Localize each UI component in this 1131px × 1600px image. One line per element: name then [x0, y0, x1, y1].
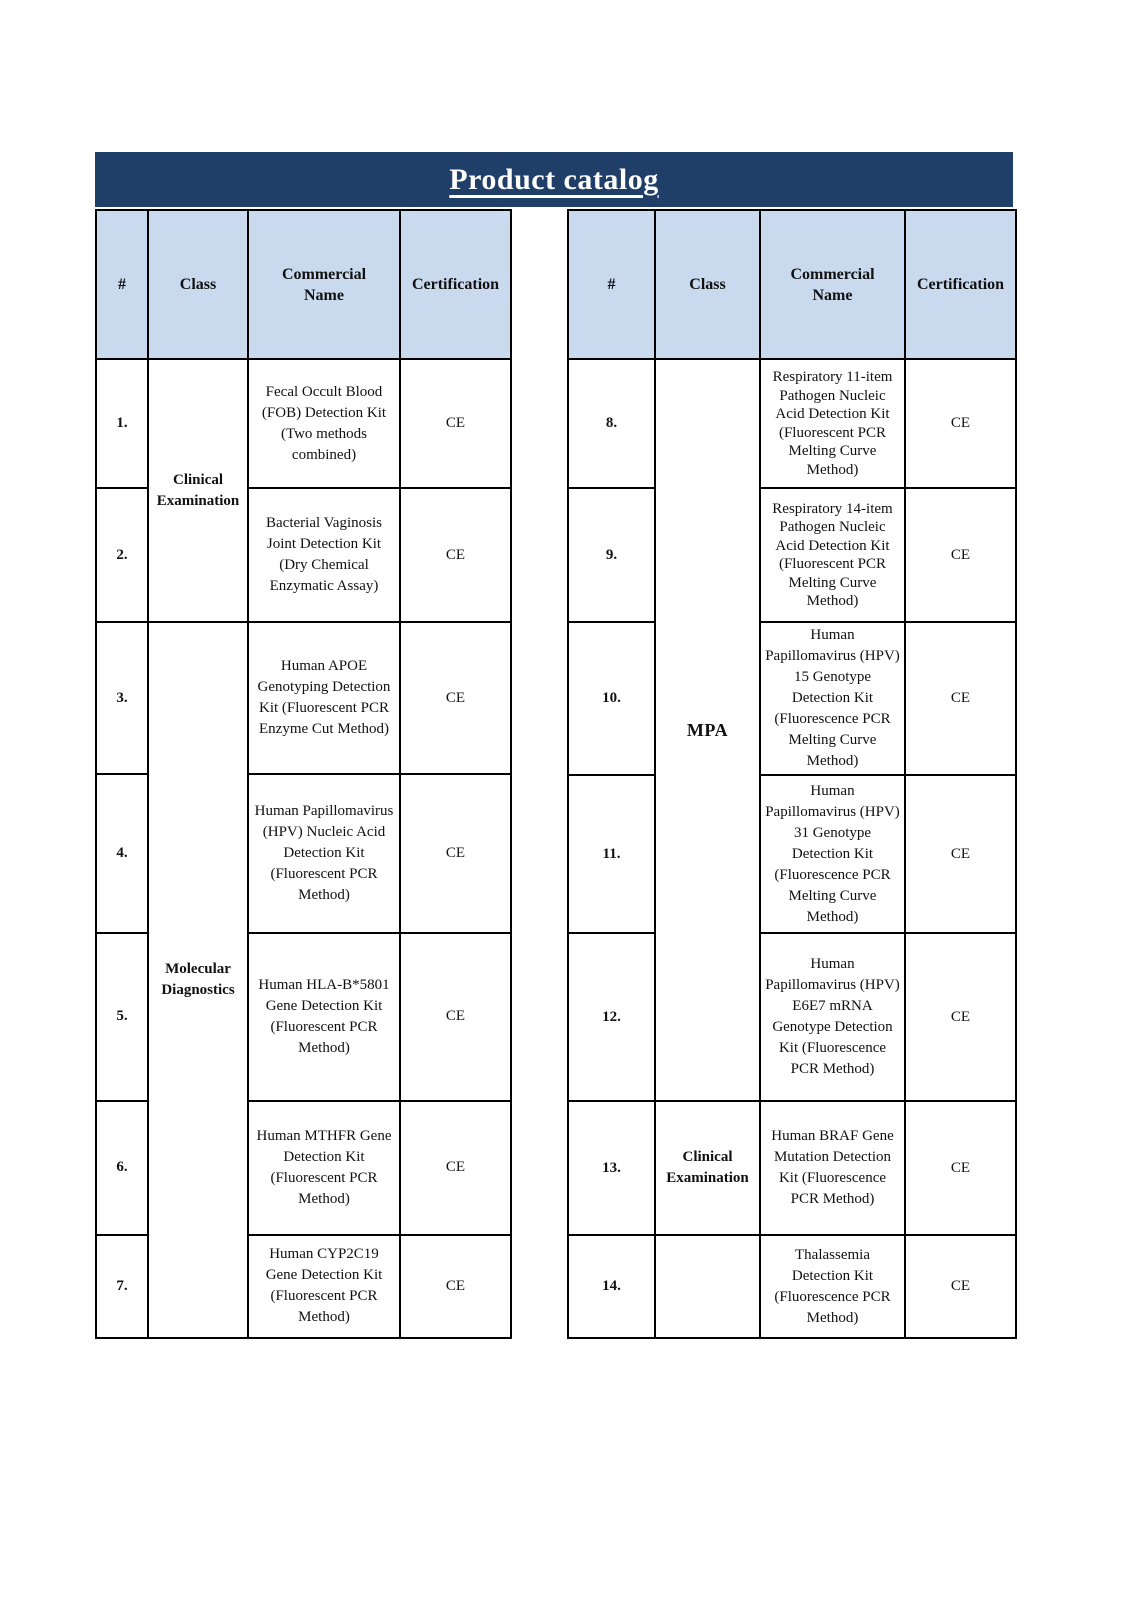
- product-name: Human Papillomavirus (HPV) Nucleic Acid Detection Kit (Fluorescent PCR Method): [248, 774, 400, 932]
- header-row: [96, 210, 511, 359]
- product-name: Thalassemia Detection Kit (Fluorescence PCR Method): [760, 1235, 905, 1338]
- table-row: [568, 359, 1016, 488]
- class-cell-molecular-diagnostics: Molecular Diagnostics: [148, 622, 248, 1338]
- table-row: [96, 622, 511, 774]
- certification: CE: [400, 774, 511, 932]
- row-number: 2.: [96, 488, 148, 622]
- product-name: Respiratory 14-item Pathogen Nucleic Acid Detection Kit (Fluorescent PCR Melting Curve Method): [760, 488, 905, 622]
- row-number: 12.: [568, 933, 655, 1101]
- product-name: Human Papillomavirus (HPV) 15 Genotype Detection Kit (Fluorescence PCR Melting Curve Method): [760, 622, 905, 775]
- row-number: 5.: [96, 933, 148, 1101]
- header-certification: Certification: [400, 210, 511, 359]
- row-number: 14.: [568, 1235, 655, 1338]
- class-cell-clinical-examination: Clinical Examination: [655, 1101, 760, 1235]
- table-row: [568, 1101, 1016, 1235]
- certification: CE: [400, 1101, 511, 1235]
- certification: CE: [905, 1101, 1016, 1235]
- certification: CE: [400, 933, 511, 1101]
- row-number: 13.: [568, 1101, 655, 1235]
- row-number: 1.: [96, 359, 148, 488]
- table-row: [568, 622, 1016, 775]
- certification: CE: [400, 622, 511, 774]
- product-table-left: [95, 209, 512, 1339]
- table-row: [96, 359, 511, 488]
- tables-container: [95, 209, 1017, 1339]
- header-number: #: [568, 210, 655, 359]
- row-number: 7.: [96, 1235, 148, 1338]
- class-cell-clinical-examination: Clinical Examination: [148, 359, 248, 622]
- header-class: Class: [655, 210, 760, 359]
- certification: CE: [400, 488, 511, 622]
- product-name: Human HLA-B*5801 Gene Detection Kit (Fluorescent PCR Method): [248, 933, 400, 1101]
- row-number: 4.: [96, 774, 148, 932]
- row-number: 11.: [568, 775, 655, 933]
- product-name: Respiratory 11-item Pathogen Nucleic Acid Detection Kit (Fluorescent PCR Melting Curve Method): [760, 359, 905, 488]
- table-row: [568, 933, 1016, 1101]
- page-title: Product catalog: [449, 162, 659, 196]
- row-number: 6.: [96, 1101, 148, 1235]
- certification: CE: [905, 1235, 1016, 1338]
- row-number: 10.: [568, 622, 655, 775]
- product-name: Bacterial Vaginosis Joint Detection Kit (Dry Chemical Enzymatic Assay): [248, 488, 400, 622]
- row-number: 3.: [96, 622, 148, 774]
- product-name: Fecal Occult Blood (FOB) Detection Kit (Two methods combined): [248, 359, 400, 488]
- product-name: Human Papillomavirus (HPV) 31 Genotype Detection Kit (Fluorescence PCR Melting Curve Method): [760, 775, 905, 933]
- certification: CE: [905, 488, 1016, 622]
- certification: CE: [905, 359, 1016, 488]
- title-bar: [95, 152, 1013, 207]
- certification: CE: [905, 933, 1016, 1101]
- certification: CE: [400, 359, 511, 488]
- product-name: Human MTHFR Gene Detection Kit (Fluorescent PCR Method): [248, 1101, 400, 1235]
- table-gap: [512, 209, 567, 1339]
- product-table-right: [567, 209, 1017, 1339]
- row-number: 8.: [568, 359, 655, 488]
- class-cell-empty: [655, 1235, 760, 1338]
- table-row: [568, 488, 1016, 622]
- certification: CE: [905, 622, 1016, 775]
- class-cell-mpa: MPA: [655, 359, 760, 1101]
- table-row: [568, 1235, 1016, 1338]
- row-number: 9.: [568, 488, 655, 622]
- header-commercial-name: Commercial Name: [248, 210, 400, 359]
- product-name: Human Papillomavirus (HPV) E6E7 mRNA Genotype Detection Kit (Fluorescence PCR Method): [760, 933, 905, 1101]
- header-certification: Certification: [905, 210, 1016, 359]
- certification: CE: [400, 1235, 511, 1338]
- header-commercial-name: Commercial Name: [760, 210, 905, 359]
- product-name: Human CYP2C19 Gene Detection Kit (Fluorescent PCR Method): [248, 1235, 400, 1338]
- header-row: [568, 210, 1016, 359]
- header-number: #: [96, 210, 148, 359]
- header-class: Class: [148, 210, 248, 359]
- table-row: [568, 775, 1016, 933]
- certification: CE: [905, 775, 1016, 933]
- product-name: Human APOE Genotyping Detection Kit (Fluorescent PCR Enzyme Cut Method): [248, 622, 400, 774]
- product-name: Human BRAF Gene Mutation Detection Kit (Fluorescence PCR Method): [760, 1101, 905, 1235]
